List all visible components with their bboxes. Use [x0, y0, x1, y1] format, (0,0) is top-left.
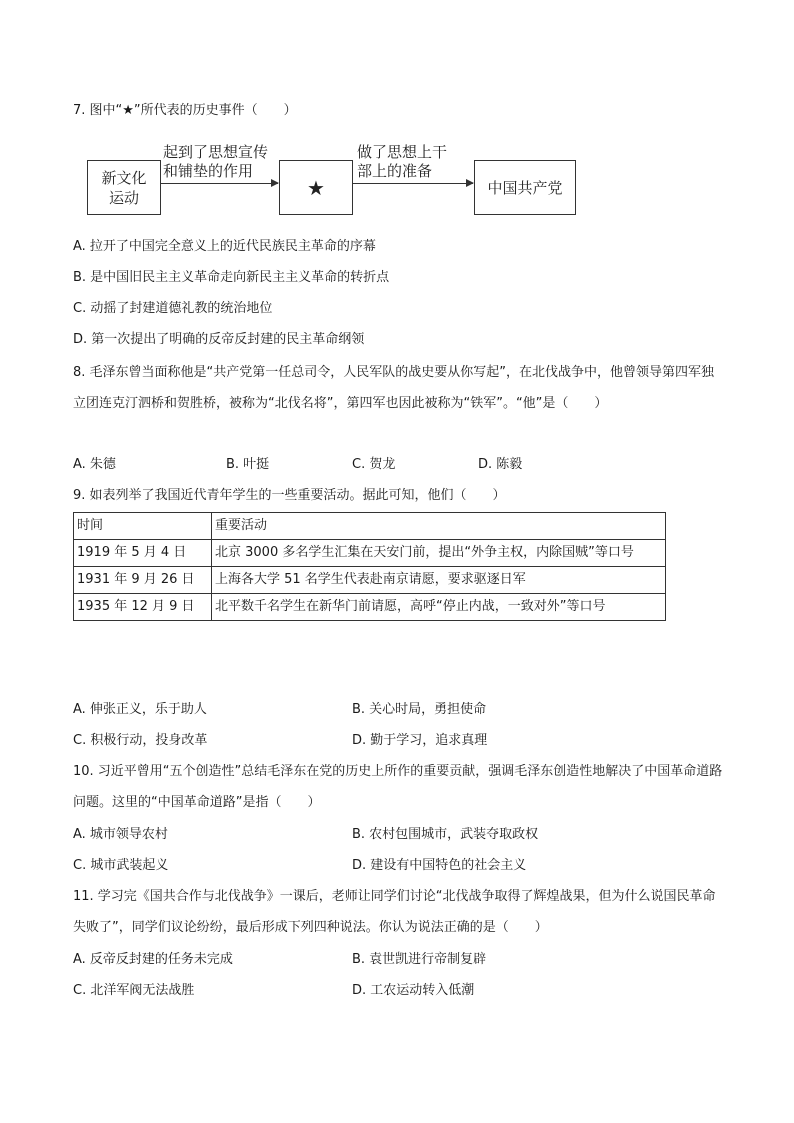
question-8-stem: 8. 毛泽东曾当面称他是“共产党第一任总司令，人民军队的战史要从你写起”，在北伐战争中，他曾领导第四军独立团连克汀泗桥和贺胜桥，被称为“北伐名将”，第四军也因此被称为“铁军”。“他”是（ ） — [73, 365, 715, 411]
q10-option-b: B. 农村包围城市，武装夺取政权 — [352, 827, 539, 842]
diagram-arrow1-label-line2: 和铺垫的作用 — [163, 162, 254, 180]
table-header-activity: 重要活动 — [212, 513, 666, 540]
table-cell-activity: 北京 3000 多名学生汇集在天安门前，提出“外争主权，内除国贼”等口号 — [212, 540, 666, 567]
diagram-box-star — [279, 160, 353, 215]
table-header-row — [74, 513, 666, 540]
diagram-arrow-1 — [161, 183, 278, 184]
question-7-stem: 7. 图中“★”所代表的历史事件（ ） — [73, 103, 297, 118]
diagram-arrow2-label-line1: 做了思想上干 — [357, 143, 448, 161]
question-11-stem: 11. 学习完《国共合作与北伐战争》一课后，老师让同学们讨论“北伐战争取得了辉煌战果，但为什么说国民革命失败了”，同学们议论纷纷，最后形成下列四种说法。你认为说法正确的是（ ） — [73, 889, 716, 935]
table-cell-activity: 上海各大学 51 名学生代表赴南京请愿，要求驱逐日军 — [212, 567, 666, 594]
diagram-box-cpc: 中国共产党 — [474, 160, 576, 215]
q9-option-d: D. 勤于学习，追求真理 — [352, 733, 488, 748]
table-cell-time: 1935 年 12 月 9 日 — [74, 594, 212, 621]
q7-option-b: B. 是中国旧民主主义革命走向新民主主义革命的转折点 — [73, 270, 390, 285]
diagram-box-new-culture-movement — [87, 160, 161, 215]
question-10-stem: 10. 习近平曾用“五个创造性”总结毛泽东在党的历史上所作的重要贡献，强调毛泽东创造性地解决了中国革命道路问题。这里的“中国革命道路”是指（ ） — [73, 764, 723, 810]
q11-option-d: D. 工农运动转入低潮 — [352, 983, 475, 998]
table-cell-time: 1931 年 9 月 26 日 — [74, 567, 212, 594]
q10-option-d: D. 建设有中国特色的社会主义 — [352, 858, 527, 873]
q8-option-d: D. 陈毅 — [478, 457, 523, 472]
table-row — [74, 540, 666, 567]
q11-option-a: A. 反帝反封建的任务未完成 — [73, 952, 233, 967]
diagram-arrow2-label-line2: 部上的准备 — [357, 162, 433, 180]
q9-option-c: C. 积极行动，投身改革 — [73, 733, 208, 748]
q11-option-c: C. 北洋军阀无法战胜 — [73, 983, 195, 998]
star-icon: ★ — [307, 175, 325, 200]
diagram-arrow1-label-line1: 起到了思想宣传 — [163, 143, 269, 161]
diagram-box1-line1: 新文化 — [101, 168, 147, 187]
q9-option-b: B. 关心时局，勇担使命 — [352, 702, 487, 717]
q9-activity-table — [73, 512, 666, 621]
q11-option-b: B. 袁世凯进行帝制复辟 — [352, 952, 487, 967]
q10-option-a: A. 城市领导农村 — [73, 827, 168, 842]
table-cell-time: 1919 年 5 月 4 日 — [74, 540, 212, 567]
table-row — [74, 594, 666, 621]
q8-option-c: C. 贺龙 — [352, 457, 396, 472]
diagram-box1-line2: 运动 — [108, 188, 139, 207]
diagram-arrow-2 — [353, 183, 473, 184]
q7-option-c: C. 动摇了封建道德礼教的统治地位 — [73, 301, 273, 316]
question-9-stem: 9. 如表列举了我国近代青年学生的一些重要活动。据此可知，他们（ ） — [73, 488, 506, 503]
q7-option-a: A. 拉开了中国完全意义上的近代民族民主革命的序幕 — [73, 239, 376, 254]
table-cell-activity: 北平数千名学生在新华门前请愿，高呼“停止内战，一致对外”等口号 — [212, 594, 666, 621]
q9-option-a: A. 伸张正义，乐于助人 — [73, 702, 207, 717]
q8-option-b: B. 叶挺 — [226, 457, 270, 472]
q7-option-d: D. 第一次提出了明确的反帝反封建的民主革命纲领 — [73, 332, 365, 347]
q10-option-c: C. 城市武装起义 — [73, 858, 169, 873]
table-header-time: 时间 — [74, 513, 212, 540]
q8-option-a: A. 朱德 — [73, 457, 116, 472]
table-row — [74, 567, 666, 594]
